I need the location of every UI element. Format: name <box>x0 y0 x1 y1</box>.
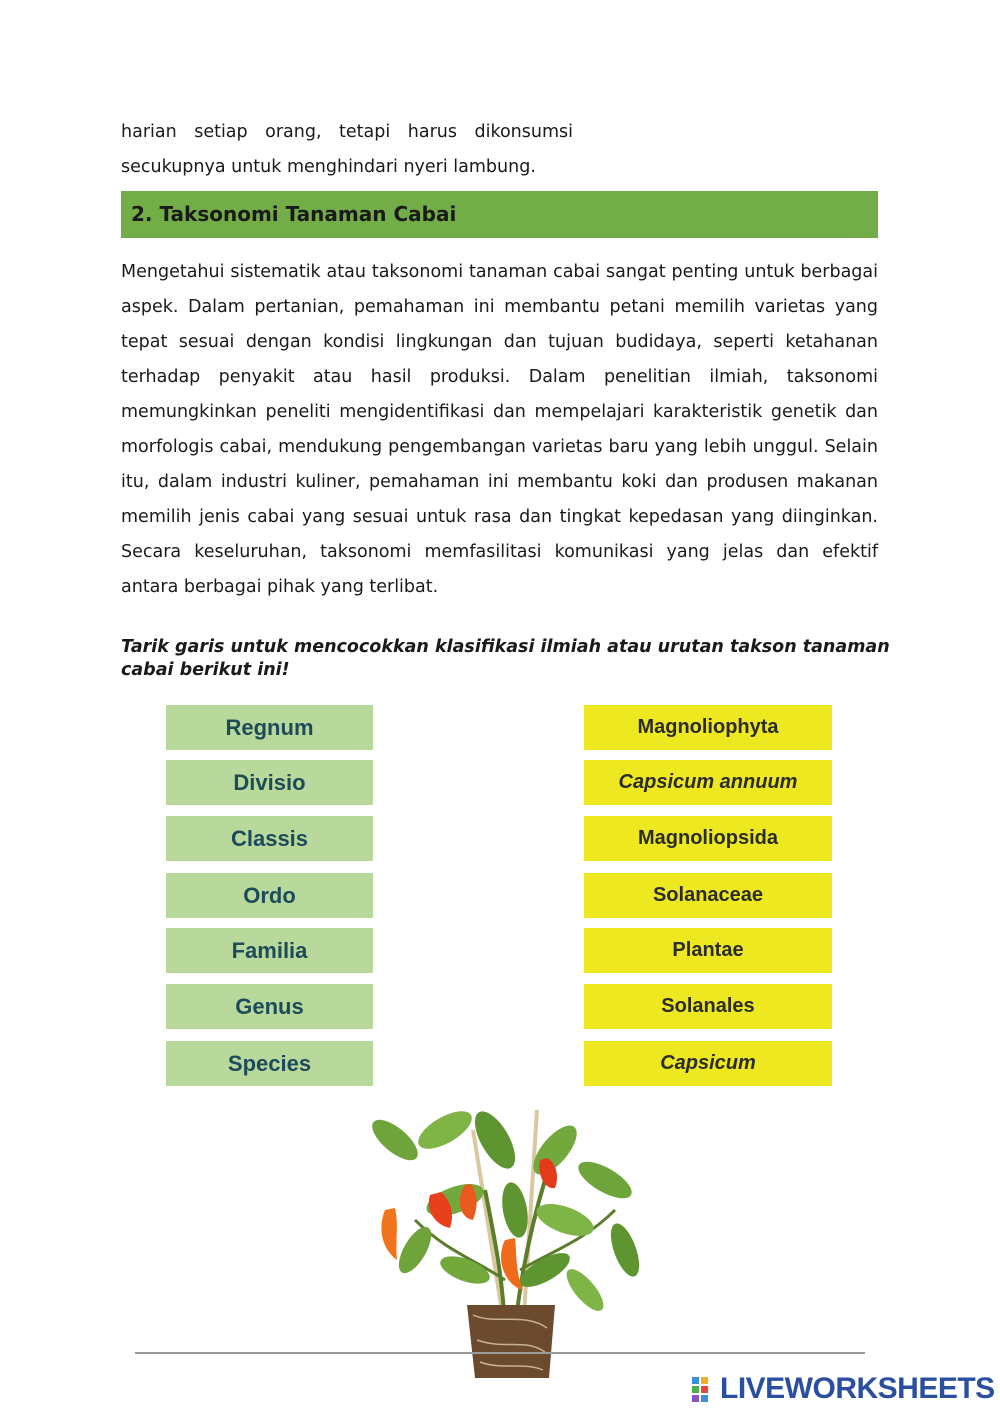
section-heading: 2. Taksonomi Tanaman Cabai <box>131 202 457 226</box>
section-heading-bar <box>121 191 878 238</box>
intro-line-2: secukupnya untuk menghindari nyeri lambung. <box>121 157 536 177</box>
taxon-magnoliopsida[interactable]: Magnoliopsida <box>584 816 832 861</box>
paragraph-line: terhadap penyakit atau hasil produksi. Dalam penelitian ilmiah, taksonomi <box>121 367 878 387</box>
rank-species[interactable]: Species <box>166 1041 373 1086</box>
taxon-solanaceae[interactable]: Solanaceae <box>584 873 832 918</box>
rank-classis[interactable]: Classis <box>166 816 373 861</box>
paragraph-line: itu, dalam industri kuliner, pemahaman ini membantu koki dan produsen makanan <box>121 472 878 492</box>
taxon-magnoliophyta[interactable]: Magnoliophyta <box>584 705 832 750</box>
paragraph-line: Mengetahui sistematik atau taksonomi tanaman cabai sangat penting untuk berbagai <box>121 262 878 282</box>
paragraph-line: antara berbagai pihak yang terlibat. <box>121 577 439 597</box>
chili-plant-image <box>355 1100 655 1390</box>
instruction-text: Tarik garis untuk mencocokkan klasifikasi ilmiah atau urutan takson tanaman cabai berikut ini! <box>121 637 890 680</box>
paragraph-line: memungkinkan peneliti mengidentifikasi dan mempelajari karakteristik genetik dan <box>121 402 878 422</box>
taxon-capsicum[interactable]: Capsicum <box>584 1041 832 1086</box>
brand-name: LIVEWORKSHEETS <box>720 1372 995 1405</box>
rank-ordo[interactable]: Ordo <box>166 873 373 918</box>
footer-divider <box>135 1352 865 1354</box>
intro-line-1: harian setiap orang, tetapi harus dikonsumsi <box>121 122 573 142</box>
taxon-capsicum-annuum[interactable]: Capsicum annuum <box>584 760 832 805</box>
taxon-plantae[interactable]: Plantae <box>584 928 832 973</box>
rank-genus[interactable]: Genus <box>166 984 373 1029</box>
rank-familia[interactable]: Familia <box>166 928 373 973</box>
paragraph-line: morfologis cabai, mendukung pengembangan varietas baru yang lebih unggul. Selain <box>121 437 878 457</box>
paragraph-line: Secara keseluruhan, taksonomi memfasilitasi komunikasi yang jelas dan efektif <box>121 542 878 562</box>
liveworksheets-icon <box>692 1375 718 1403</box>
paragraph-line: aspek. Dalam pertanian, pemahaman ini membantu petani memilih varietas yang <box>121 297 878 317</box>
taxon-solanales[interactable]: Solanales <box>584 984 832 1029</box>
rank-regnum[interactable]: Regnum <box>166 705 373 750</box>
paragraph-line: memilih jenis cabai yang sesuai untuk rasa dan tingkat kepedasan yang diinginkan. <box>121 507 878 527</box>
rank-divisio[interactable]: Divisio <box>166 760 373 805</box>
paragraph-line: tepat sesuai dengan kondisi lingkungan dan tujuan budidaya, seperti ketahanan <box>121 332 878 352</box>
liveworksheets-logo <box>692 1372 995 1406</box>
